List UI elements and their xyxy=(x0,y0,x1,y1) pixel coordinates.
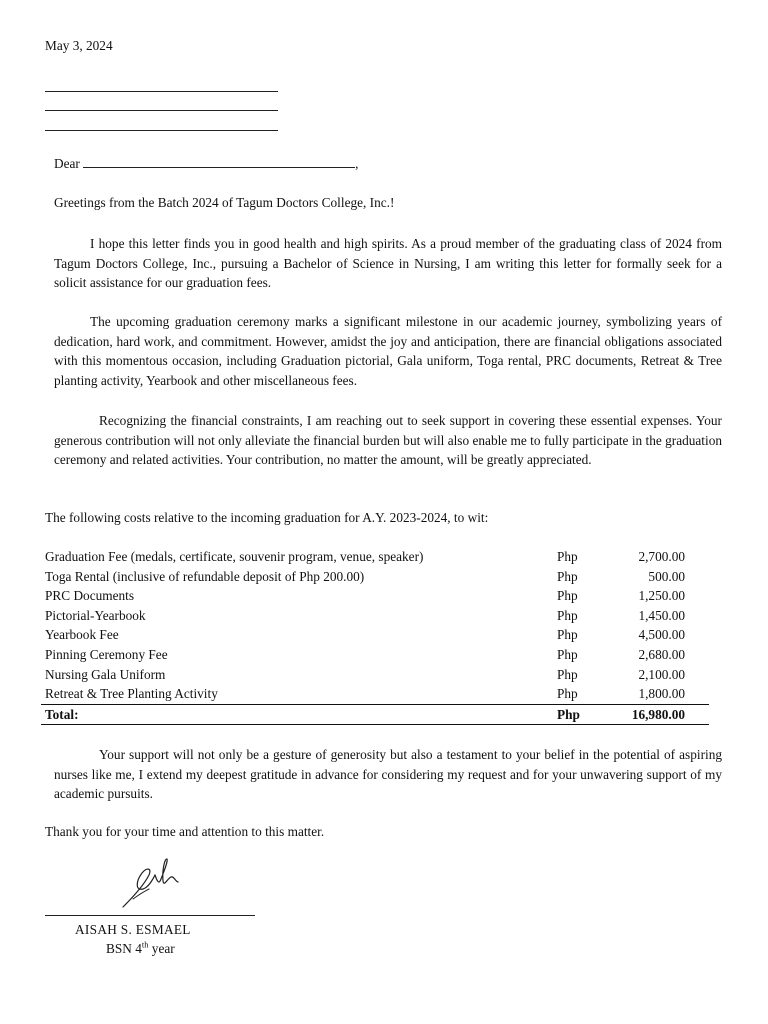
letter-date: May 3, 2024 xyxy=(45,38,113,53)
cost-description: Toga Rental (inclusive of refundable deposit of Php 200.00) xyxy=(45,568,365,584)
paragraph-request-text: Recognizing the financial constraints, I am reaching out to seek support in covering these essential expenses. Your generous contribution will not only alleviate the financial burden but will also enable me to fully participate in the graduation ceremony and related activities. Your contribution, no matter the amount, will be greatly appreciated. xyxy=(54,413,722,468)
salutation-prefix: Dear xyxy=(54,156,80,171)
paragraph-milestone xyxy=(54,312,722,390)
signatory-title-prefix: BSN 4 xyxy=(106,941,142,956)
table-row xyxy=(41,665,709,685)
cost-description: Pinning Ceremony Fee xyxy=(45,646,168,662)
cost-currency: Php xyxy=(557,568,578,584)
signature-line xyxy=(45,915,255,916)
cost-currency: Php xyxy=(557,646,578,662)
total-currency: Php xyxy=(553,704,601,725)
paragraph-intro xyxy=(54,234,722,293)
recipient-address-line xyxy=(45,91,278,92)
cost-currency: Php xyxy=(557,588,578,604)
total-label: Total: xyxy=(41,704,553,725)
signatory-title xyxy=(106,941,175,957)
table-row xyxy=(41,606,709,626)
paragraph-closing xyxy=(54,745,722,804)
cost-amount: 4,500.00 xyxy=(638,627,685,643)
table-row xyxy=(41,684,709,704)
cost-currency: Php xyxy=(557,607,578,623)
cost-description: Pictorial-Yearbook xyxy=(45,607,146,623)
recipient-address-line xyxy=(45,110,278,111)
paragraph-closing-text: Your support will not only be a gesture of generosity but also a testament to your belief in the potential of aspiring nurses like me, I extend my deepest gratitude in advance for considering my request and for your unwavering support of my academic pursuits. xyxy=(54,747,722,802)
thanks-line: Thank you for your time and attention to this matter. xyxy=(45,824,325,839)
total-amount: 16,980.00 xyxy=(601,704,709,725)
paragraph-request xyxy=(54,411,722,470)
salutation-suffix: , xyxy=(355,156,359,171)
cost-amount: 2,700.00 xyxy=(638,549,685,564)
cost-description: Graduation Fee (medals, certificate, souvenir program, venue, speaker) xyxy=(45,549,424,564)
cost-description: Retreat & Tree Planting Activity xyxy=(45,686,218,702)
costs-table xyxy=(41,547,709,725)
recipient-name-blank xyxy=(83,156,355,168)
cost-description: Nursing Gala Uniform xyxy=(45,666,166,682)
paragraph-intro-text: I hope this letter finds you in good health and high spirits. As a proud member of the graduating class of 2024 from Tagum Doctors College, Inc., pursuing a Bachelor of Science in Nursing, I am writing this letter for formally seek for a solicit assistance for our graduation fees. xyxy=(54,236,722,291)
cost-amount: 2,100.00 xyxy=(638,666,685,682)
cost-description: Yearbook Fee xyxy=(45,627,119,643)
cost-currency: Php xyxy=(557,549,578,564)
signatory-title-suffix: year xyxy=(148,941,175,956)
paragraph-milestone-text: The upcoming graduation ceremony marks a significant milestone in our academic journey, symbolizing years of dedication, hard work, and commitment. However, amidst the joy and anticipation, there are financial obligations associated with this momentous occasion, including Graduation pictorial, Gala uniform, Toga rental, PRC documents, Retreat & Tree planting activity, Yearbook and other miscellaneous fees. xyxy=(54,314,722,388)
cost-currency: Php xyxy=(557,627,578,643)
table-row xyxy=(41,645,709,665)
table-row xyxy=(41,567,709,587)
signatory-title-sup: th xyxy=(141,939,149,950)
table-row xyxy=(41,625,709,645)
costs-intro: The following costs relative to the incoming graduation for A.Y. 2023-2024, to wit: xyxy=(45,510,489,525)
recipient-address-line xyxy=(45,130,278,131)
cost-amount: 2,680.00 xyxy=(638,646,685,662)
total-row xyxy=(41,704,709,725)
cost-amount: 1,250.00 xyxy=(638,588,685,604)
cost-amount: 500.00 xyxy=(648,568,685,584)
cost-currency: Php xyxy=(557,686,578,702)
cost-currency: Php xyxy=(557,666,578,682)
salutation xyxy=(54,156,359,172)
cost-description: PRC Documents xyxy=(45,588,135,604)
handwritten-signature xyxy=(115,855,195,913)
greeting: Greetings from the Batch 2024 of Tagum Doctors College, Inc.! xyxy=(54,195,395,210)
cost-amount: 1,800.00 xyxy=(638,686,685,702)
signatory-name: AISAH S. ESMAEL xyxy=(75,922,191,937)
cost-amount: 1,450.00 xyxy=(638,607,685,623)
table-row xyxy=(41,586,709,606)
table-row xyxy=(41,547,709,567)
